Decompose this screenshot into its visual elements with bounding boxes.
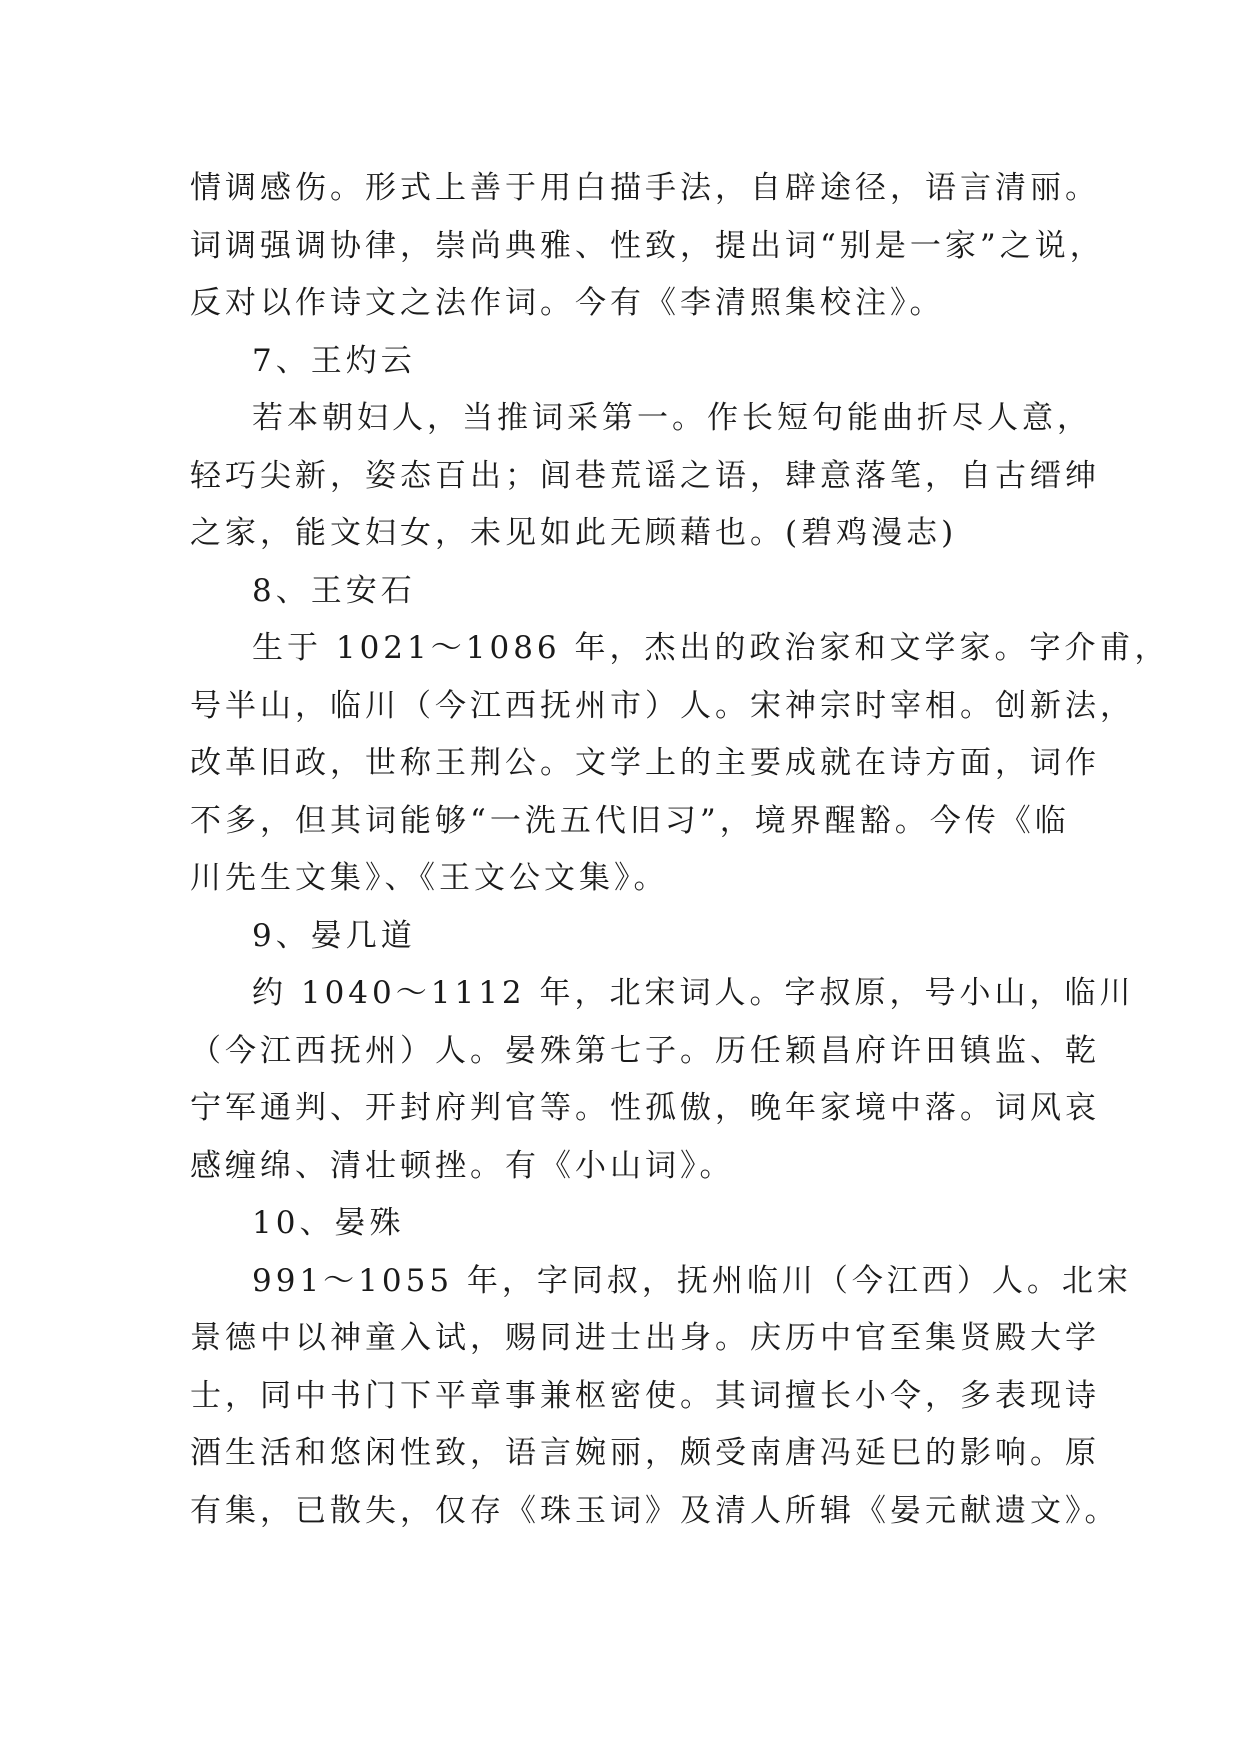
text-line: 酒生活和悠闲性致，语言婉丽，颇受南唐冯延巳的影响。原 xyxy=(190,1435,1100,1471)
body-text xyxy=(190,160,1170,1540)
text-line: 词调强调协律，崇尚典雅、性致，提出词“别是一家”之说， xyxy=(190,227,1105,264)
text-line: 情调感伤。形式上善于用白描手法，自辟途径，语言清丽。 xyxy=(190,170,1100,206)
section-heading: 7、王灼云 xyxy=(252,342,416,379)
text-line: 生于 1021～1086 年，杰出的政治家和文学家。字介甫， xyxy=(252,630,1170,666)
text-line: 不多，但其词能够“一洗五代旧习”，境界醒豁。今传《临 xyxy=(190,802,1070,839)
text-line: 之家，能文妇女，未见如此无顾藉也。(碧鸡漫志) xyxy=(190,515,958,551)
text-line: 号半山，临川（今江西抚州市）人。宋神宗时宰相。创新法， xyxy=(190,687,1135,724)
text-line: （今江西抚州）人。晏殊第七子。历任颖昌府许田镇监、乾 xyxy=(190,1032,1100,1069)
section-heading: 10、晏殊 xyxy=(252,1205,405,1241)
text-line: 士，同中书门下平章事兼枢密使。其词擅长小令，多表现诗 xyxy=(190,1377,1100,1414)
text-line: 川先生文集》、《王文公文集》。 xyxy=(190,860,669,896)
text-line: 景德中以神童入试，赐同进士出身。庆历中官至集贤殿大学 xyxy=(190,1320,1100,1356)
text-line: 若本朝妇人，当推词采第一。作长短句能曲折尽人意， xyxy=(252,400,1092,436)
text-line: 宁军通判、开封府判官等。性孤傲，晚年家境中落。词风哀 xyxy=(190,1090,1100,1126)
text-line: 有集，已散失，仅存《珠玉词》及清人所辑《晏元献遗文》。 xyxy=(190,1492,1120,1529)
text-line: 感缠绵、清壮顿挫。有《小山词》。 xyxy=(190,1147,735,1184)
text-line: 改革旧政，世称王荆公。文学上的主要成就在诗方面，词作 xyxy=(190,745,1100,781)
text-line: 991～1055 年，字同叔，抚州临川（今江西）人。北宋 xyxy=(252,1262,1132,1299)
text-line: 约 1040～1112 年，北宋词人。字叔原，号小山，临川 xyxy=(252,975,1135,1011)
text-line: 轻巧尖新，姿态百出；闾巷荒谣之语，肆意落笔，自古缙绅 xyxy=(190,457,1100,494)
section-heading: 9、晏几道 xyxy=(252,917,416,954)
section-heading: 8、王安石 xyxy=(252,572,416,609)
text-line: 反对以作诗文之法作词。今有《李清照集校注》。 xyxy=(190,285,945,321)
